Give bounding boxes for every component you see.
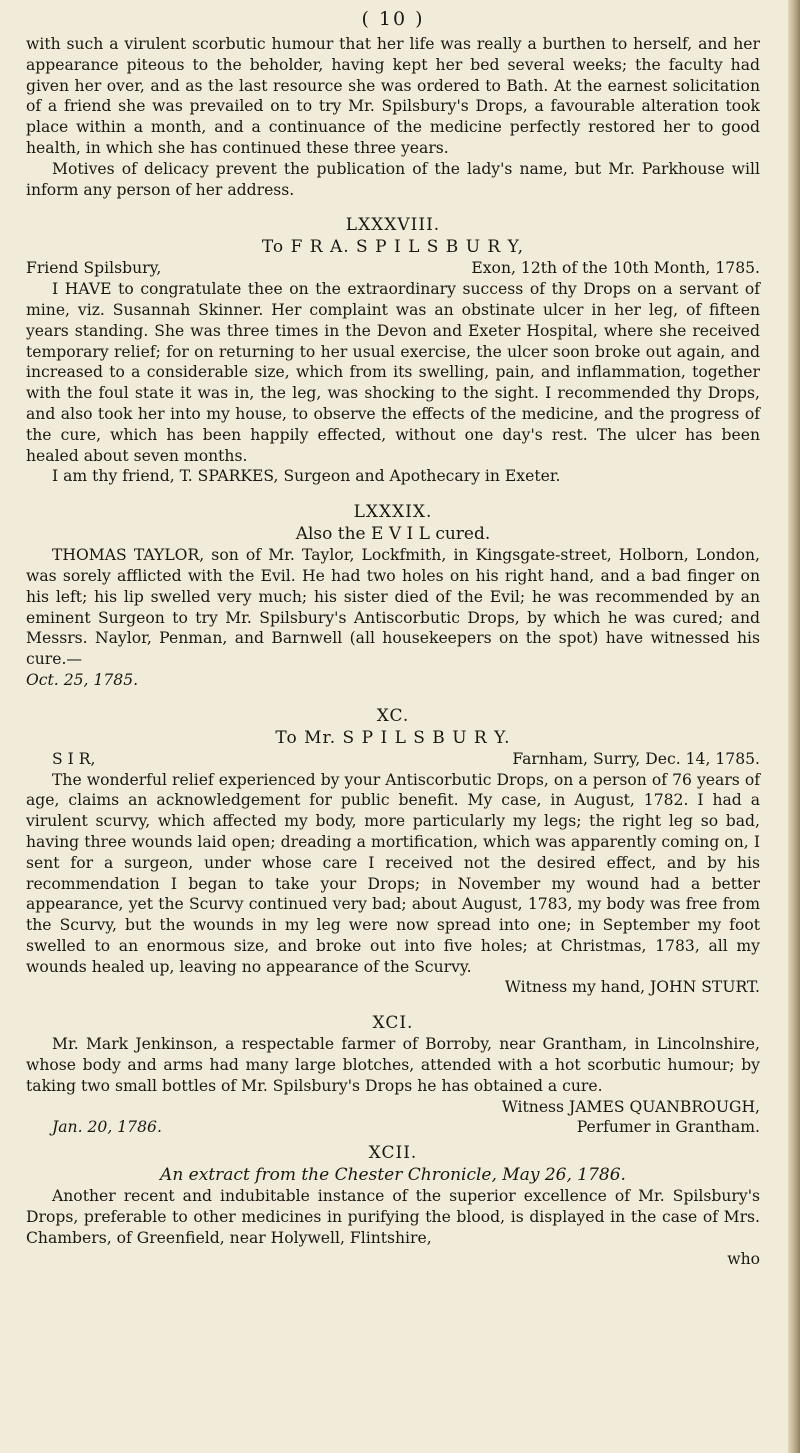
salutation-row <box>26 258 760 279</box>
place-date: Exon, 12th of the 10th Month, 1785. <box>471 259 760 278</box>
witness-title: Perfumer in Grantham. <box>576 1118 760 1137</box>
intro-paragraph: with such a virulent scorbutic humour that her life was really a burthen to herself, and her appearance piteous to the beholder, having kept her bed several weeks; the faculty had given her over, and as the last resource she was ordered to Bath. At the earnest solicitation of a friend she was prevailed on to try Mr. Spilsbury's Drops, a favourable alteration took place within a month, and a continuance of the medicine perfectly restored her to good health, in which she has continued these three years. <box>26 35 760 157</box>
salutation-row <box>26 749 760 770</box>
extract-heading: An extract from the Chester Chronicle, May 26, 1786. <box>160 1165 626 1186</box>
witness: Witness JAMES QUANBROUGH, <box>501 1097 760 1116</box>
letter-addressee: To Mr. S P I L S B U R Y. <box>275 727 511 748</box>
letter-body: Another recent and indubitable instance of the superior excellence of Mr. Spilsbury's Drops, preferable to other medicines in purifying the blood, is displayed in the case of Mrs. Chambers, of Greenfield, near Holywell, Flintshire, <box>26 1187 760 1247</box>
salutation: Friend Spilsbury, <box>26 259 162 278</box>
letter-body: Mr. Mark Jenkinson, a respectable farmer of Borroby, near Grantham, in Lincolnshire, whose body and arms had many large blotches, attended with a hot scorbutic humour; by taking two small bottles of Mr. Spilsbury's Drops he has obtained a cure. <box>26 1035 760 1095</box>
date-row <box>26 1117 760 1138</box>
letter-number: LXXXIX. <box>353 502 433 523</box>
place-date: Farnham, Surry, Dec. 14, 1785. <box>512 749 760 768</box>
signature: Witness my hand, JOHN STURT. <box>504 978 760 997</box>
letter-body: I HAVE to congratulate thee on the extraordinary success of thy Drops on a servant of mine, viz. Susannah Skinner. Her complaint was an obstinate ulcer in her leg, of fifteen years standing. She was three times in the Devon and Exeter Hospital, where she received temporary relief; for on returning to her usual exercise, the ulcer soon broke out again, and increased to a considerable size, which from its swelling, pain, and inflammation, together with the foul state it was in, the leg, was shocking to the sight. I recommended thy Drops, and also took her into my house, to observe the effects of the medicine, and the progress of the cure, which has been happily effected, without one day's rest. The ulcer has been healed about seven months. <box>26 280 760 465</box>
letter-number: LXXXVIII. <box>345 215 441 236</box>
letter-date: Jan. 20, 1786. <box>52 1118 162 1137</box>
signature: I am thy friend, T. SPARKES, Surgeon and Apothecary in Exeter. <box>52 467 561 486</box>
witness-line <box>26 1097 760 1118</box>
letter-number: XCI. <box>372 1013 414 1034</box>
intro-note: Motives of delicacy prevent the publication of the lady's name, but Mr. Parkhouse will inform any person of her address. <box>26 159 760 199</box>
salutation: S I R, <box>52 749 96 768</box>
letter-addressee: To F R A. S P I L S B U R Y, <box>261 237 525 258</box>
letter-number: XCII. <box>368 1143 418 1164</box>
page-number: ( 10 ) <box>361 8 425 30</box>
letter-body: THOMAS TAYLOR, son of Mr. Taylor, Lockfmith, in Kingsgate-street, Holborn, London, was sorely afflicted with the Evil. He had two holes on his right hand, and a bad finger on his left; his lip swelled very much; his sister died of the Evil; he was recommended by an eminent Surgeon to try Mr. Spilsbury's Antiscorbutic Drops, by which he was cured; and Messrs. Naylor, Penman, and Barnwell (all housekeepers on the spot) have witnessed his cure.— <box>26 546 760 669</box>
letter-date: Oct. 25, 1785. <box>26 670 139 689</box>
page-edge <box>788 0 800 1453</box>
letter-number: XC. <box>376 705 410 726</box>
catchword: who <box>727 1249 760 1268</box>
case-heading: Also the E V I L cured. <box>295 524 491 545</box>
letter-body: The wonderful relief experienced by your Antiscorbutic Drops, on a person of 76 years of age, claims an acknowledgement for public benefit. My case, in August, 1782. I had a virulent scurvy, which affected my body, more particularly my legs; the right leg so bad, having three wounds laid open; dreading a mortification, which was apparently coming on, I sent for a surgeon, under whose care I received not the desired effect, and by his recommendation I began to take your Drops; in November my wound had a better appearance, yet the Scurvy continued very bad; about August, 1783, my body was free from the Scurvy, but the wounds in my leg were now spread into one; in September my foot swelled to an enormous size, and broke out into five holes; at Christmas, 1783, all my wounds healed up, leaving no appearance of the Scurvy. <box>26 770 760 976</box>
